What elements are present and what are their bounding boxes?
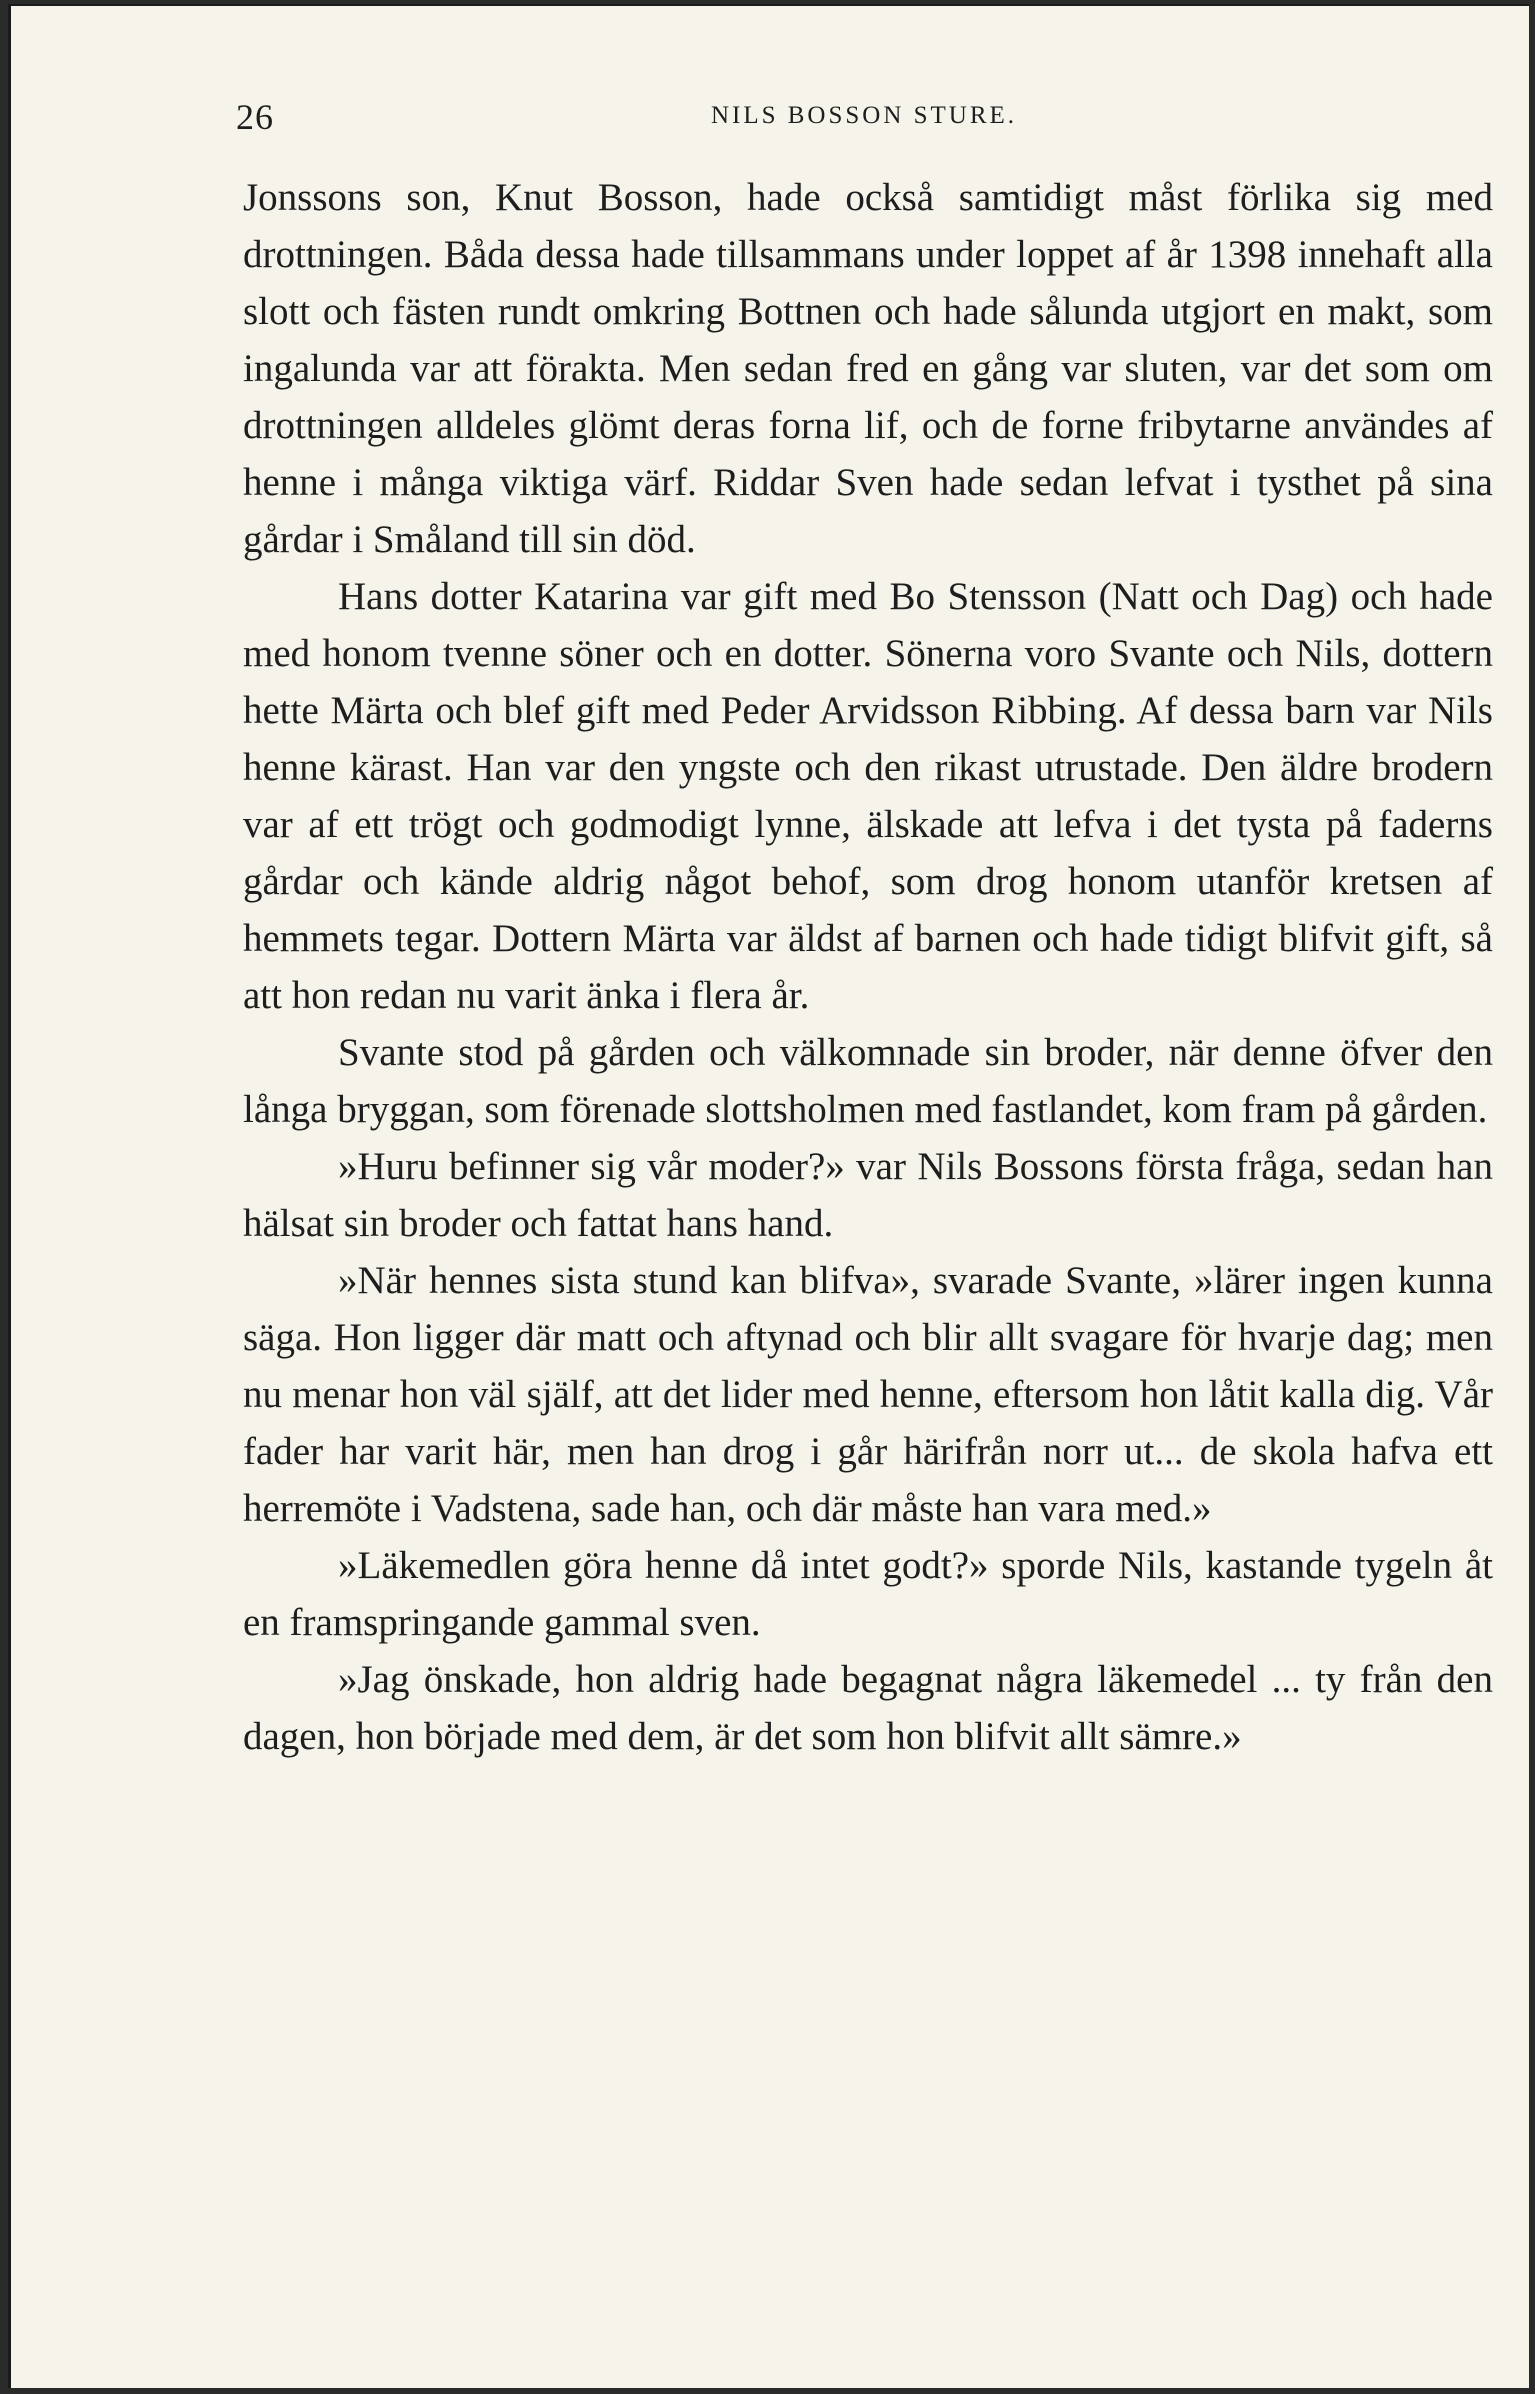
body-text <box>243 169 1493 1765</box>
paragraph: »Jag önskade, hon aldrig hade begagnat några läkemedel ... ty från den dagen, hon började med dem, är det som hon blifvit allt sämre.» <box>243 1658 1493 1758</box>
book-page <box>8 4 1529 2388</box>
paragraph: Svante stod på gården och välkomnade sin broder, när denne öfver den långa bryggan, som förenade slottsholmen med fastlandet, kom fram på gården. <box>243 1031 1493 1131</box>
paragraph: »När hennes sista stund kan blifva», svarade Svante, »lärer ingen kunna säga. Hon ligger där matt och aftynad och blir allt svagare för hvarje dag; men nu menar hon väl själf, att det lider med henne, eftersom hon låtit kalla dig. Vår fader har varit här, men han drog i går härifrån norr ut... de skola hafva ett herremöte i Vadstena, sade han, och där måste han vara med.» <box>243 1259 1493 1530</box>
page-number: 26 <box>236 97 274 137</box>
running-head <box>236 96 1492 146</box>
paragraph: »Huru befinner sig vår moder?» var Nils Bossons första fråga, sedan han hälsat sin broder och fattat hans hand. <box>243 1145 1493 1245</box>
paragraph: Hans dotter Katarina var gift med Bo Stensson (Natt och Dag) och hade med honom tvenne söner och en dotter. Sönerna voro Svante och Nils, dottern hette Märta och blef gift med Peder Arvidsson Ribbing. Af dessa barn var Nils henne kärast. Han var den yngste och den rikast utrustade. Den äldre brodern var af ett trögt och godmodigt lynne, älskade att lefva i det tysta på faderns gårdar och kände aldrig något behof, som drog honom utanför kretsen af hemmets tegar. Dottern Märta var äldst af barnen och hade tidigt blifvit gift, så att hon redan nu varit änka i flera år. <box>243 575 1493 1017</box>
paragraph: »Läkemedlen göra henne då intet godt?» sporde Nils, kastande tygeln åt en framspringande gammal sven. <box>243 1544 1493 1644</box>
running-title: NILS BOSSON STURE. <box>710 102 1018 129</box>
paragraph-continued: Jonssons son, Knut Bosson, hade också samtidigt måst förlika sig med drottningen. Båda dessa hade tillsammans under loppet af år 1398 innehaft alla slott och fästen rundt omkring Bottnen och hade sålunda utgjort en makt, som ingalunda var att förakta. Men sedan fred en gång var sluten, var det som om drottningen alldeles glömt deras forna lif, och de forne fribytarne användes af henne i många viktiga värf. Riddar Sven hade sedan lefvat i tysthet på sina gårdar i Småland till sin död. <box>243 176 1493 561</box>
